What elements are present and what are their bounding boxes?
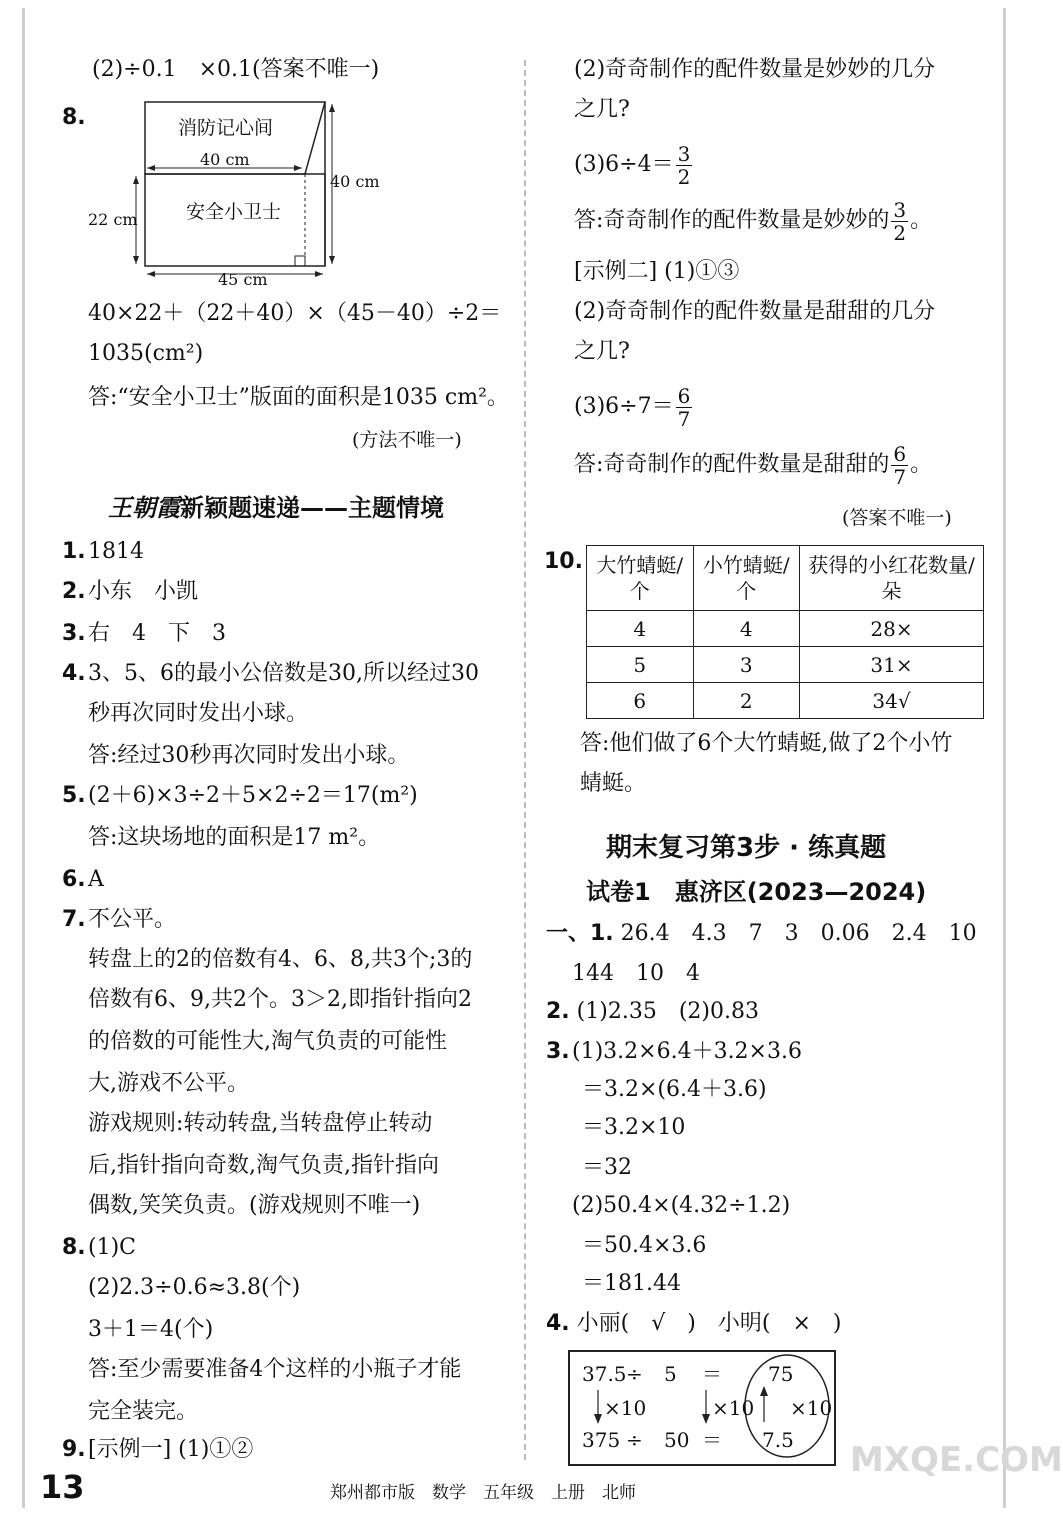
calc-step: (2)50.4×(4.32÷1.2) <box>572 1193 791 1218</box>
answer-line <box>574 382 694 432</box>
fraction <box>891 443 908 488</box>
figure-width-top: 40 cm <box>200 150 250 169</box>
answer-text: 。 <box>910 452 933 477</box>
table-cell: 6 <box>587 683 694 719</box>
fraction <box>676 143 693 188</box>
answer-line: 转盘上的2的倍数有4、6、8,共3个;3的 <box>88 947 473 972</box>
answer-line: 游戏规则:转动转盘,当转盘停止转动 <box>88 1111 433 1136</box>
figure-width-bottom: 45 cm <box>218 270 268 289</box>
answer-text: 。 <box>910 208 933 233</box>
section-title: 期末复习第3步 · 练真题 <box>606 833 887 863</box>
section-title <box>108 494 444 522</box>
answer-text: 答:奇奇制作的配件数量是妙妙的 <box>574 208 890 233</box>
box-cell: ×10 <box>712 1396 755 1420</box>
calc-step: ＝32 <box>582 1155 632 1180</box>
box-cell: 7.5 <box>762 1428 794 1452</box>
question-number: 一、1. <box>546 921 614 946</box>
answer-line: 答:这块场地的面积是17 m²。 <box>88 825 381 850</box>
answer-line: 不公平。 <box>88 907 177 932</box>
question-number: 5. <box>62 783 86 808</box>
table-header-cell: 小竹蜻蜓/个 <box>693 546 800 611</box>
answer-line: (2＋6)×3÷2＋5×2÷2＝17(m²) <box>88 783 418 808</box>
fraction <box>676 385 693 430</box>
expr-text: (3)6÷7＝ <box>574 394 674 419</box>
box-cell: 37.5 <box>582 1362 627 1386</box>
answer-line: 小东 小凯 <box>88 579 199 604</box>
question-number: 8. <box>62 1235 86 1260</box>
answer-line: 3、5、6的最小公倍数是30,所以经过30 <box>88 661 479 686</box>
answer-line: 倍数有6、9,共2个。3＞2,即指针指向2 <box>88 987 472 1012</box>
numerator: 6 <box>677 383 691 408</box>
answer-line: 1814 <box>88 539 144 564</box>
table-cell: 3 <box>693 647 800 683</box>
question-number: 9. <box>62 1437 86 1462</box>
denominator: 7 <box>893 464 907 489</box>
answer-text: 小丽( √ ) 小明( × ) <box>576 1311 842 1336</box>
numerator: 6 <box>893 441 907 466</box>
table-cell: 5 <box>587 647 694 683</box>
answer-line: 3＋1＝4(个) <box>88 1317 214 1342</box>
answer-table <box>586 545 984 719</box>
method-note: (答案不唯一) <box>842 507 952 529</box>
section-title-text: 新颖题速递——主题情境 <box>180 494 444 522</box>
question-number: 4. <box>62 661 86 686</box>
table-row <box>587 647 984 683</box>
answer-text: 26.4 4.3 7 3 0.06 2.4 10 <box>620 921 977 946</box>
calc-step: ＝181.44 <box>582 1271 681 1296</box>
table-row <box>587 683 984 719</box>
question-number: 3. <box>62 621 86 646</box>
answer-line <box>546 920 977 948</box>
answer-line: 144 10 4 <box>572 961 700 986</box>
brand-logo: 王朝霞 <box>108 493 180 522</box>
answer-line: 大,游戏不公平。 <box>88 1071 249 1096</box>
answer-line: 之几? <box>574 97 630 122</box>
figure-label-top: 消防记心间 <box>178 117 274 139</box>
answer-line <box>546 1310 841 1338</box>
table-row <box>587 611 984 647</box>
box-cell: 75 <box>768 1362 794 1386</box>
answer-line: (1)C <box>88 1235 136 1260</box>
answer-line: 完全装完。 <box>88 1399 199 1424</box>
table-body <box>587 611 984 719</box>
calc-step: ＝50.4×3.6 <box>582 1233 707 1258</box>
box-cell: ÷ <box>626 1362 643 1386</box>
answer-line: (2)奇奇制作的配件数量是甜甜的几分 <box>574 299 936 324</box>
answer-line: (2)奇奇制作的配件数量是妙妙的几分 <box>574 57 936 82</box>
watermark: MXQE.COM <box>850 1440 1063 1480</box>
calc-step: (1)3.2×6.4＋3.2×3.6 <box>572 1039 802 1064</box>
answer-line: [示例二] (1)①③ <box>574 259 740 284</box>
method-note: (方法不唯一) <box>352 429 462 451</box>
answer-line: 秒再次同时发出小球。 <box>88 701 309 726</box>
box-cell: ＝ <box>702 1362 722 1386</box>
answer-line: 的倍数的可能性大,淘气负责的可能性 <box>88 1029 447 1054</box>
box-cell: ×10 <box>604 1396 647 1420</box>
answer-line: 蜻蜓。 <box>580 771 647 796</box>
question-number: 10. <box>544 549 583 574</box>
expr-text: (3)6÷4＝ <box>574 152 674 177</box>
answer-line: 答:至少需要准备4个这样的小瓶子才能 <box>88 1357 462 1382</box>
answer-line: A <box>88 867 104 892</box>
numerator: 3 <box>893 197 907 222</box>
answer-line: (2)2.3÷0.6≈3.8(个) <box>88 1275 301 1300</box>
question-number: 3. <box>546 1039 570 1064</box>
calc-step: ＝3.2×10 <box>582 1115 686 1140</box>
fraction <box>891 199 908 244</box>
denominator: 7 <box>677 406 691 431</box>
table-cell: 34√ <box>800 683 984 719</box>
question-number: 4. <box>546 1311 570 1336</box>
figure-label-inner: 安全小卫士 <box>186 201 282 223</box>
table-header-cell: 大竹蜻蜓/个 <box>587 546 694 611</box>
question-number: 6. <box>62 867 86 892</box>
page-number: 13 <box>40 1468 85 1506</box>
table-cell: 2 <box>693 683 800 719</box>
box-cell: 375 <box>582 1428 621 1452</box>
answer-line: 答:他们做了6个大竹蜻蜓,做了2个小竹 <box>580 731 953 756</box>
box-cell: ×10 <box>790 1396 833 1420</box>
box-cell: 50 <box>664 1428 690 1452</box>
answer-line: 右 4 下 3 <box>88 621 226 646</box>
answer-line: (2)÷0.1 ×0.1(答案不唯一) <box>92 57 380 82</box>
figure-height-left: 22 cm <box>88 210 138 229</box>
question-number: 7. <box>62 907 86 932</box>
denominator: 2 <box>677 164 691 189</box>
table-cell: 31× <box>800 647 984 683</box>
answer-line: 答:经过30秒再次同时发出小球。 <box>88 743 410 768</box>
question-number: 2. <box>62 579 86 604</box>
table-cell: 4 <box>587 611 694 647</box>
column-divider <box>524 60 526 1460</box>
figure-height-right: 40 cm <box>330 172 380 191</box>
table-header-row <box>587 546 984 611</box>
numerator: 3 <box>677 141 691 166</box>
answer-text: (1)2.35 (2)0.83 <box>576 999 759 1024</box>
answer-line: [示例一] (1)①② <box>88 1437 254 1462</box>
answer-line <box>574 140 694 190</box>
answer-text: 答:奇奇制作的配件数量是甜甜的 <box>574 452 890 477</box>
answer-line <box>574 440 932 490</box>
exam-title: 试卷1 惠济区(2023—2024) <box>586 878 927 906</box>
answer-line: 答:“安全小卫士”版面的面积是1035 cm²。 <box>88 385 509 410</box>
answer-line: 后,指针指向奇数,淘气负责,指针指向 <box>88 1153 439 1178</box>
question-number: 1. <box>62 539 86 564</box>
question-number: 2. <box>546 999 570 1024</box>
answer-line <box>546 998 759 1026</box>
answer-line: 1035(cm²) <box>88 341 204 366</box>
question-number: 8. <box>62 105 86 130</box>
box-cell: ＝ <box>702 1428 722 1452</box>
box-cell: ÷ <box>626 1428 643 1452</box>
footer-text: 郑州都市版 数学 五年级 上册 北师 <box>330 1483 636 1503</box>
box-cell: 5 <box>664 1362 677 1386</box>
denominator: 2 <box>893 220 907 245</box>
answer-line: 40×22＋（22＋40）×（45－40）÷2＝ <box>88 301 502 326</box>
table-cell: 4 <box>693 611 800 647</box>
answer-line: 之几? <box>574 339 630 364</box>
answer-line: 偶数,笑笑负责。(游戏规则不唯一) <box>88 1193 421 1218</box>
answer-line <box>574 196 932 246</box>
table-header-cell: 获得的小红花数量/朵 <box>800 546 984 611</box>
table-cell: 28× <box>800 611 984 647</box>
calc-step: ＝3.2×(6.4＋3.6) <box>582 1077 767 1102</box>
